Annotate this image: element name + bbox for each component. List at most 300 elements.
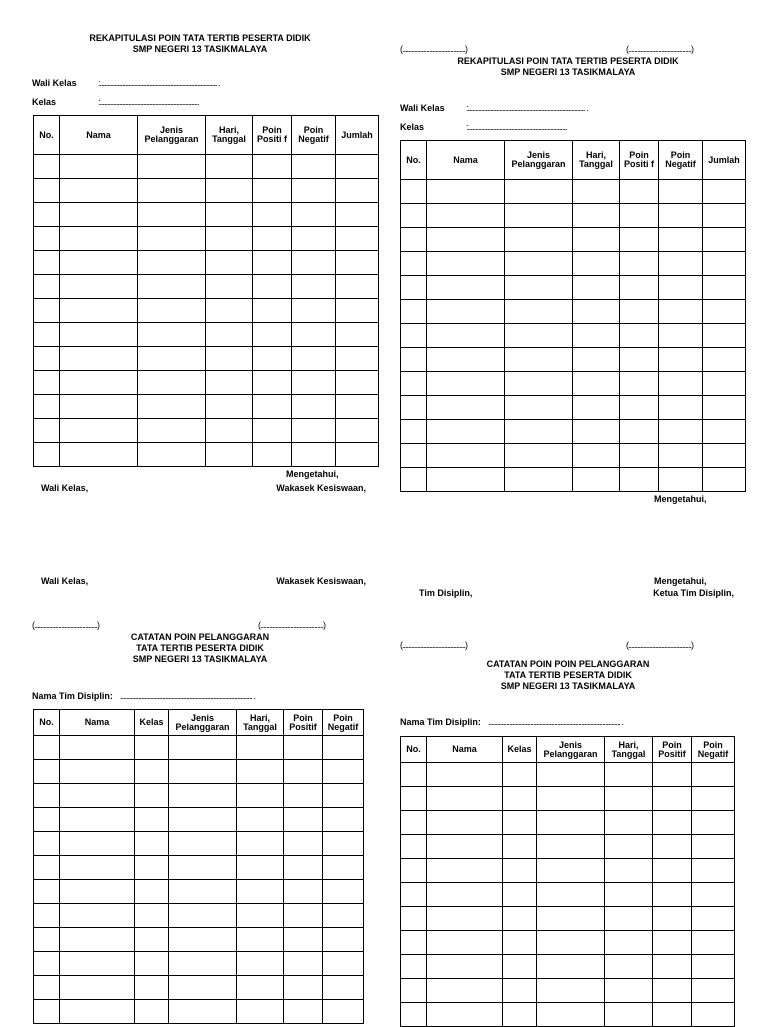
table-cell[interactable] [503,763,537,787]
table-cell[interactable] [653,907,692,931]
table-cell[interactable] [505,372,573,396]
table-cell[interactable] [620,228,659,252]
table-cell[interactable] [237,880,284,904]
table-cell[interactable] [138,395,206,419]
table-cell[interactable] [503,835,537,859]
table-cell[interactable] [653,979,692,1003]
table-cell[interactable] [659,276,703,300]
table-cell[interactable] [60,808,135,832]
table-cell[interactable] [505,444,573,468]
table-cell[interactable] [138,443,206,467]
table-cell[interactable] [537,787,605,811]
table-cell[interactable] [135,1000,169,1024]
table-cell[interactable] [427,787,503,811]
table-cell[interactable] [605,835,653,859]
table-cell[interactable] [401,324,427,348]
table-cell[interactable] [135,952,169,976]
table-cell[interactable] [169,760,237,784]
table-cell[interactable] [620,300,659,324]
table-cell[interactable] [427,204,505,228]
table-cell[interactable] [169,832,237,856]
table-cell[interactable] [505,252,573,276]
table-cell[interactable] [292,347,336,371]
table-cell[interactable] [237,784,284,808]
table-cell[interactable] [323,808,364,832]
table-cell[interactable] [206,251,253,275]
table-cell[interactable] [427,420,505,444]
table-cell[interactable] [169,904,237,928]
table-cell[interactable] [60,760,135,784]
table-cell[interactable] [505,324,573,348]
table-cell[interactable] [537,859,605,883]
table-cell[interactable] [659,372,703,396]
table-cell[interactable] [503,811,537,835]
table-cell[interactable] [659,396,703,420]
table-cell[interactable] [620,204,659,228]
table-cell[interactable] [34,251,60,275]
table-cell[interactable] [427,811,503,835]
table-cell[interactable] [206,419,253,443]
table-cell[interactable] [401,1003,427,1027]
table-cell[interactable] [401,300,427,324]
table-cell[interactable] [284,808,323,832]
wali-kelas-field[interactable]: :.............................................................................. . [98,78,220,88]
table-cell[interactable] [253,323,292,347]
table-cell[interactable] [427,468,505,492]
table-cell[interactable] [292,419,336,443]
table-cell[interactable] [135,928,169,952]
table-cell[interactable] [605,979,653,1003]
table-cell[interactable] [135,832,169,856]
table-cell[interactable] [692,787,735,811]
table-cell[interactable] [292,179,336,203]
table-cell[interactable] [60,227,138,251]
table-cell[interactable] [292,299,336,323]
table-cell[interactable] [34,880,60,904]
table-cell[interactable] [573,444,620,468]
table-cell[interactable] [703,228,746,252]
table-cell[interactable] [692,763,735,787]
table-cell[interactable] [605,955,653,979]
table-cell[interactable] [206,299,253,323]
table-cell[interactable] [323,736,364,760]
table-cell[interactable] [60,299,138,323]
table-cell[interactable] [138,179,206,203]
table-cell[interactable] [692,859,735,883]
table-cell[interactable] [206,179,253,203]
table-cell[interactable] [206,347,253,371]
table-cell[interactable] [336,275,379,299]
table-cell[interactable] [401,252,427,276]
table-cell[interactable] [573,204,620,228]
table-cell[interactable] [292,371,336,395]
table-cell[interactable] [573,468,620,492]
table-cell[interactable] [34,371,60,395]
table-cell[interactable] [206,395,253,419]
table-cell[interactable] [60,928,135,952]
table-cell[interactable] [573,228,620,252]
table-cell[interactable] [505,396,573,420]
table-cell[interactable] [34,736,60,760]
table-cell[interactable] [169,808,237,832]
table-cell[interactable] [34,760,60,784]
table-cell[interactable] [427,228,505,252]
table-cell[interactable] [34,203,60,227]
table-cell[interactable] [60,736,135,760]
table-cell[interactable] [401,444,427,468]
table-cell[interactable] [34,155,60,179]
table-cell[interactable] [427,859,503,883]
table-cell[interactable] [653,1003,692,1027]
table-cell[interactable] [169,976,237,1000]
table-cell[interactable] [60,275,138,299]
table-cell[interactable] [336,395,379,419]
table-cell[interactable] [692,811,735,835]
table-cell[interactable] [138,155,206,179]
table-cell[interactable] [692,1003,735,1027]
table-cell[interactable] [659,180,703,204]
table-cell[interactable] [573,396,620,420]
table-cell[interactable] [60,856,135,880]
table-cell[interactable] [323,880,364,904]
table-cell[interactable] [537,883,605,907]
table-cell[interactable] [401,883,427,907]
table-cell[interactable] [692,907,735,931]
table-cell[interactable] [703,276,746,300]
table-cell[interactable] [336,251,379,275]
table-cell[interactable] [34,227,60,251]
table-cell[interactable] [537,931,605,955]
table-cell[interactable] [237,808,284,832]
table-cell[interactable] [620,444,659,468]
table-cell[interactable] [703,468,746,492]
table-cell[interactable] [653,931,692,955]
table-cell[interactable] [169,736,237,760]
table-cell[interactable] [620,468,659,492]
table-cell[interactable] [427,276,505,300]
table-cell[interactable] [135,784,169,808]
table-cell[interactable] [169,880,237,904]
table-cell[interactable] [60,203,138,227]
table-cell[interactable] [336,203,379,227]
table-cell[interactable] [284,928,323,952]
table-cell[interactable] [34,928,60,952]
table-cell[interactable] [653,811,692,835]
table-cell[interactable] [135,808,169,832]
table-cell[interactable] [323,784,364,808]
table-cell[interactable] [336,299,379,323]
table-cell[interactable] [505,468,573,492]
table-cell[interactable] [237,928,284,952]
table-cell[interactable] [537,835,605,859]
table-cell[interactable] [620,420,659,444]
table-cell[interactable] [60,179,138,203]
table-cell[interactable] [573,180,620,204]
table-cell[interactable] [135,856,169,880]
table-cell[interactable] [503,931,537,955]
table-cell[interactable] [427,180,505,204]
table-cell[interactable] [284,784,323,808]
table-cell[interactable] [427,300,505,324]
table-cell[interactable] [237,952,284,976]
table-cell[interactable] [253,347,292,371]
table-cell[interactable] [34,904,60,928]
table-cell[interactable] [703,444,746,468]
table-cell[interactable] [34,347,60,371]
table-cell[interactable] [135,904,169,928]
table-cell[interactable] [537,811,605,835]
table-cell[interactable] [323,952,364,976]
table-cell[interactable] [573,372,620,396]
table-cell[interactable] [605,763,653,787]
table-cell[interactable] [427,955,503,979]
table-cell[interactable] [401,835,427,859]
table-cell[interactable] [138,203,206,227]
nama-tim-disiplin-field[interactable]: ........................................................................................ . [120,691,256,701]
table-cell[interactable] [292,227,336,251]
table-cell[interactable] [284,832,323,856]
table-cell[interactable] [34,323,60,347]
table-cell[interactable] [573,324,620,348]
table-cell[interactable] [703,396,746,420]
table-cell[interactable] [237,760,284,784]
table-cell[interactable] [34,976,60,1000]
table-cell[interactable] [292,251,336,275]
table-cell[interactable] [659,348,703,372]
nama-tim-disiplin-field-right[interactable]: ........................................................................................ . [488,717,624,727]
table-cell[interactable] [659,252,703,276]
table-cell[interactable] [427,396,505,420]
table-cell[interactable] [253,155,292,179]
table-cell[interactable] [427,1003,503,1027]
table-cell[interactable] [60,904,135,928]
table-cell[interactable] [503,883,537,907]
table-cell[interactable] [60,155,138,179]
table-cell[interactable] [620,252,659,276]
table-cell[interactable] [206,227,253,251]
table-cell[interactable] [237,1000,284,1024]
table-cell[interactable] [237,856,284,880]
kelas-field-right[interactable]: :.................................................................. [466,122,567,132]
table-cell[interactable] [169,784,237,808]
table-cell[interactable] [401,859,427,883]
table-cell[interactable] [138,419,206,443]
table-cell[interactable] [60,832,135,856]
table-cell[interactable] [692,955,735,979]
table-cell[interactable] [427,372,505,396]
table-cell[interactable] [284,736,323,760]
table-cell[interactable] [284,856,323,880]
table-cell[interactable] [138,227,206,251]
table-cell[interactable] [659,468,703,492]
table-cell[interactable] [135,976,169,1000]
table-cell[interactable] [659,324,703,348]
table-cell[interactable] [206,203,253,227]
table-cell[interactable] [659,420,703,444]
table-cell[interactable] [34,952,60,976]
table-cell[interactable] [60,976,135,1000]
table-cell[interactable] [605,907,653,931]
table-cell[interactable] [237,904,284,928]
table-cell[interactable] [653,763,692,787]
table-cell[interactable] [427,324,505,348]
table-cell[interactable] [169,952,237,976]
kelas-field[interactable]: :.................................................................. [98,97,199,107]
table-cell[interactable] [292,155,336,179]
table-cell[interactable] [284,1000,323,1024]
table-cell[interactable] [253,179,292,203]
table-cell[interactable] [605,859,653,883]
table-cell[interactable] [703,348,746,372]
table-cell[interactable] [605,931,653,955]
table-cell[interactable] [336,443,379,467]
table-cell[interactable] [34,395,60,419]
table-cell[interactable] [323,760,364,784]
table-cell[interactable] [401,180,427,204]
table-cell[interactable] [401,787,427,811]
table-cell[interactable] [537,1003,605,1027]
table-cell[interactable] [653,835,692,859]
table-cell[interactable] [503,859,537,883]
table-cell[interactable] [292,443,336,467]
table-cell[interactable] [60,395,138,419]
table-cell[interactable] [323,856,364,880]
table-cell[interactable] [60,784,135,808]
table-cell[interactable] [573,348,620,372]
table-cell[interactable] [692,883,735,907]
table-cell[interactable] [620,396,659,420]
table-cell[interactable] [427,979,503,1003]
table-cell[interactable] [60,1000,135,1024]
table-cell[interactable] [573,252,620,276]
table-cell[interactable] [336,227,379,251]
table-cell[interactable] [34,443,60,467]
table-cell[interactable] [401,276,427,300]
table-cell[interactable] [427,907,503,931]
table-cell[interactable] [284,904,323,928]
table-cell[interactable] [401,204,427,228]
table-cell[interactable] [401,931,427,955]
table-cell[interactable] [284,976,323,1000]
table-cell[interactable] [138,347,206,371]
table-cell[interactable] [537,979,605,1003]
table-cell[interactable] [653,787,692,811]
table-cell[interactable] [503,1003,537,1027]
table-cell[interactable] [505,228,573,252]
table-cell[interactable] [292,275,336,299]
table-cell[interactable] [653,955,692,979]
table-cell[interactable] [34,832,60,856]
table-cell[interactable] [60,419,138,443]
table-cell[interactable] [138,275,206,299]
table-cell[interactable] [138,371,206,395]
table-cell[interactable] [138,323,206,347]
table-cell[interactable] [34,808,60,832]
table-cell[interactable] [703,324,746,348]
table-cell[interactable] [703,420,746,444]
table-cell[interactable] [292,395,336,419]
table-cell[interactable] [336,179,379,203]
table-cell[interactable] [60,251,138,275]
table-cell[interactable] [34,275,60,299]
table-cell[interactable] [60,880,135,904]
table-cell[interactable] [169,928,237,952]
table-cell[interactable] [34,299,60,323]
table-cell[interactable] [620,180,659,204]
table-cell[interactable] [253,227,292,251]
table-cell[interactable] [284,880,323,904]
table-cell[interactable] [427,883,503,907]
table-cell[interactable] [605,787,653,811]
table-cell[interactable] [692,979,735,1003]
table-cell[interactable] [620,348,659,372]
table-cell[interactable] [253,251,292,275]
table-cell[interactable] [336,419,379,443]
table-cell[interactable] [427,763,503,787]
table-cell[interactable] [401,907,427,931]
table-cell[interactable] [505,276,573,300]
table-cell[interactable] [703,204,746,228]
table-cell[interactable] [401,420,427,444]
table-cell[interactable] [427,444,505,468]
table-cell[interactable] [659,444,703,468]
table-cell[interactable] [401,228,427,252]
table-cell[interactable] [292,203,336,227]
table-cell[interactable] [503,787,537,811]
table-cell[interactable] [692,835,735,859]
table-cell[interactable] [34,419,60,443]
table-cell[interactable] [135,760,169,784]
table-cell[interactable] [34,179,60,203]
table-cell[interactable] [253,419,292,443]
table-cell[interactable] [169,856,237,880]
table-cell[interactable] [34,856,60,880]
table-cell[interactable] [620,372,659,396]
table-cell[interactable] [206,323,253,347]
table-cell[interactable] [653,859,692,883]
table-cell[interactable] [427,348,505,372]
table-cell[interactable] [60,347,138,371]
table-cell[interactable] [505,300,573,324]
table-cell[interactable] [34,784,60,808]
table-cell[interactable] [573,300,620,324]
table-cell[interactable] [505,420,573,444]
table-cell[interactable] [703,300,746,324]
table-cell[interactable] [503,955,537,979]
table-cell[interactable] [659,300,703,324]
table-cell[interactable] [253,371,292,395]
table-cell[interactable] [427,835,503,859]
table-cell[interactable] [605,1003,653,1027]
table-cell[interactable] [253,299,292,323]
table-cell[interactable] [605,883,653,907]
table-cell[interactable] [253,203,292,227]
table-cell[interactable] [237,976,284,1000]
table-cell[interactable] [60,952,135,976]
table-cell[interactable] [237,832,284,856]
table-cell[interactable] [135,880,169,904]
table-cell[interactable] [206,155,253,179]
table-cell[interactable] [323,1000,364,1024]
wali-kelas-field-right[interactable]: :.............................................................................. . [466,103,588,113]
table-cell[interactable] [284,952,323,976]
table-cell[interactable] [620,324,659,348]
table-cell[interactable] [401,396,427,420]
table-cell[interactable] [401,348,427,372]
table-cell[interactable] [292,323,336,347]
table-cell[interactable] [253,395,292,419]
table-cell[interactable] [401,372,427,396]
